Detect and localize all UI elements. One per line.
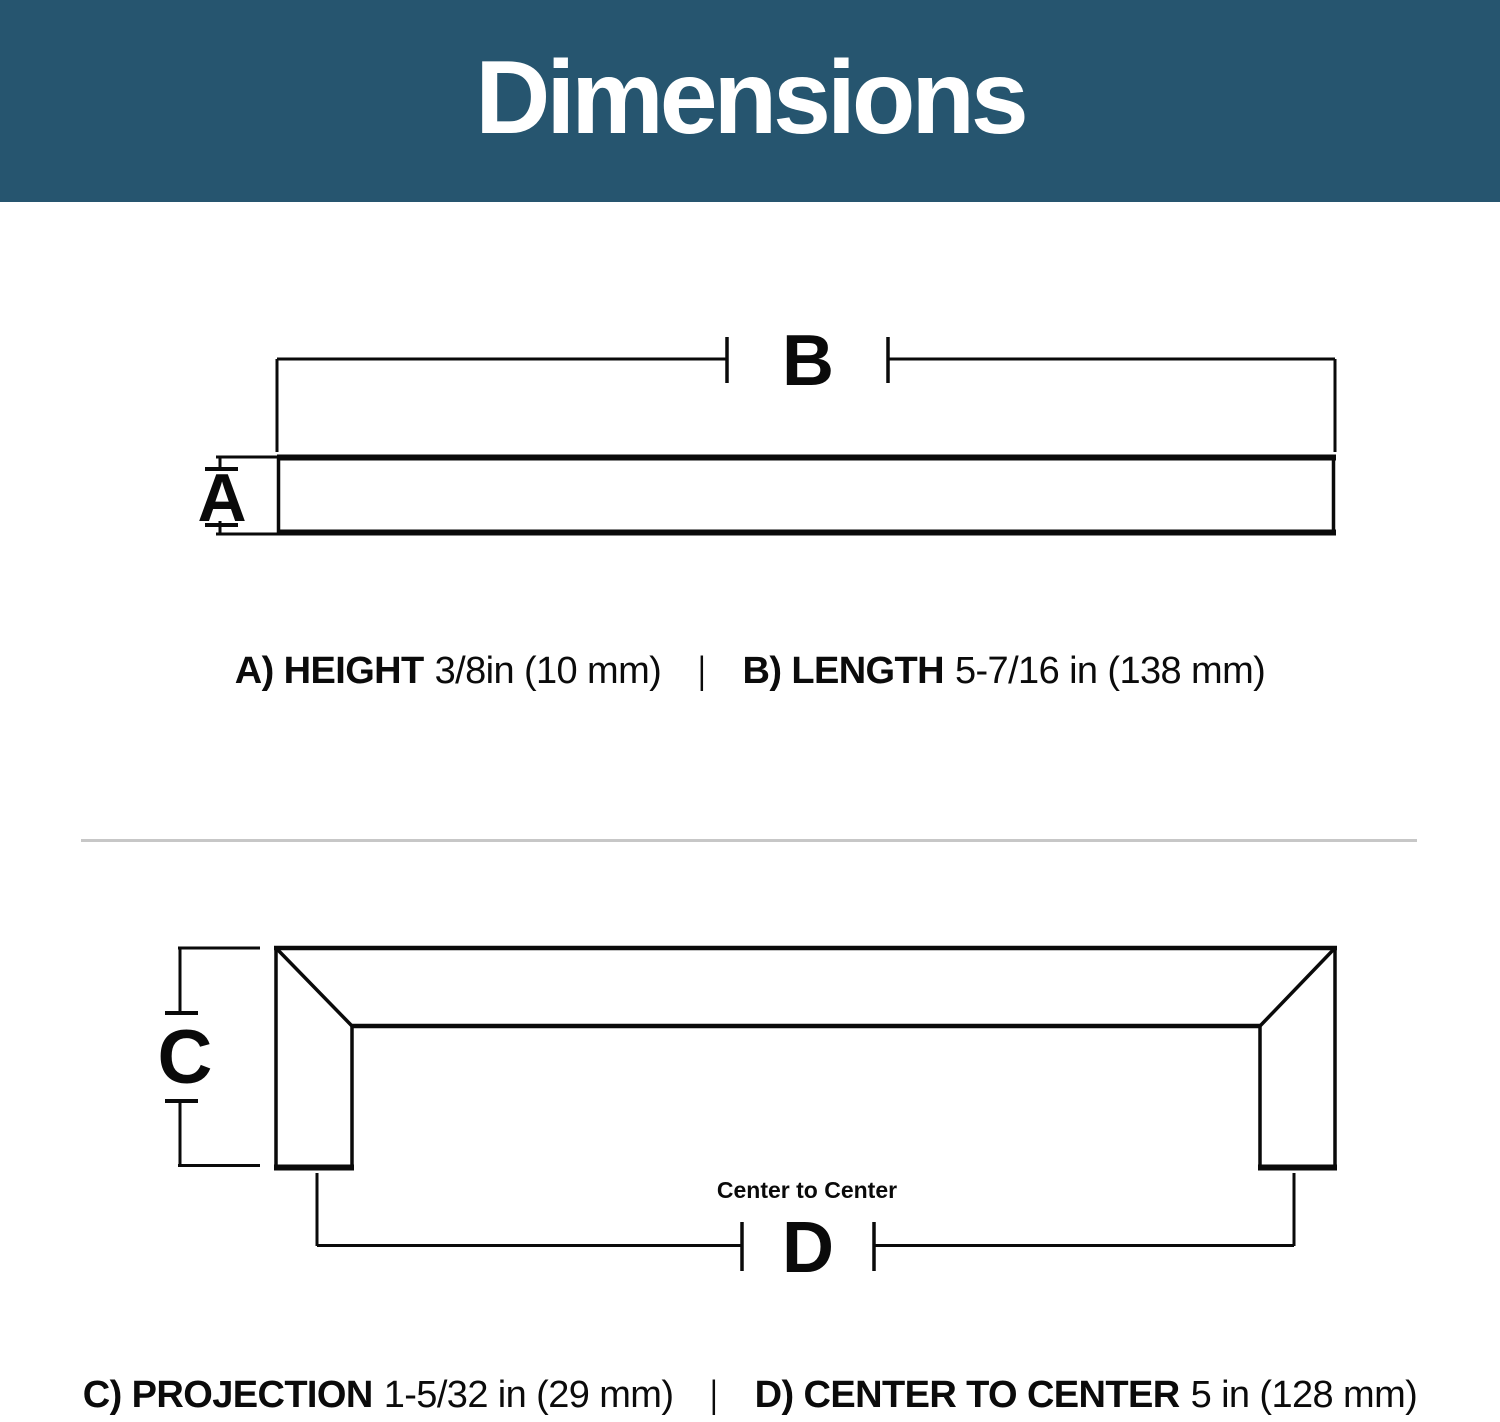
page-title: Dimensions <box>475 40 1025 156</box>
section-divider <box>81 839 1417 842</box>
caption-a-label: A) HEIGHT <box>234 650 424 692</box>
b-dim-letter: B <box>782 321 834 401</box>
pull-front-view <box>274 948 1337 1168</box>
center-to-center-label: Center to Center <box>716 1177 898 1203</box>
pull-side-view <box>277 458 1336 533</box>
caption-separator: | <box>710 1374 718 1416</box>
caption-separator: | <box>698 650 706 692</box>
caption-a-value: 3/8in (10 mm) <box>434 650 662 692</box>
caption-b-label: B) LENGTH <box>742 650 944 692</box>
d-dimension <box>317 1173 1294 1288</box>
c-dim-letter: C <box>157 1015 213 1100</box>
pull-right-bevel <box>1260 948 1335 1026</box>
caption-b-value: 5-7/16 in (138 mm) <box>954 650 1266 692</box>
pull-left-bevel <box>276 948 352 1026</box>
d-dim-letter: D <box>782 1208 834 1288</box>
caption-d-label: D) CENTER TO CENTER <box>754 1374 1180 1416</box>
a-dimension <box>197 457 278 536</box>
c-dimension <box>158 948 260 1166</box>
caption-d-value: 5 in (128 mm) <box>1190 1374 1418 1416</box>
caption-c-value: 1-5/32 in (29 mm) <box>383 1374 674 1416</box>
bottom-caption <box>0 1374 1500 1417</box>
a-dim-letter: A <box>197 460 247 536</box>
pull-bar-body <box>279 458 1334 532</box>
top-caption <box>0 650 1500 693</box>
caption-c-label: C) PROJECTION <box>82 1374 373 1416</box>
b-dimension <box>277 321 1335 452</box>
